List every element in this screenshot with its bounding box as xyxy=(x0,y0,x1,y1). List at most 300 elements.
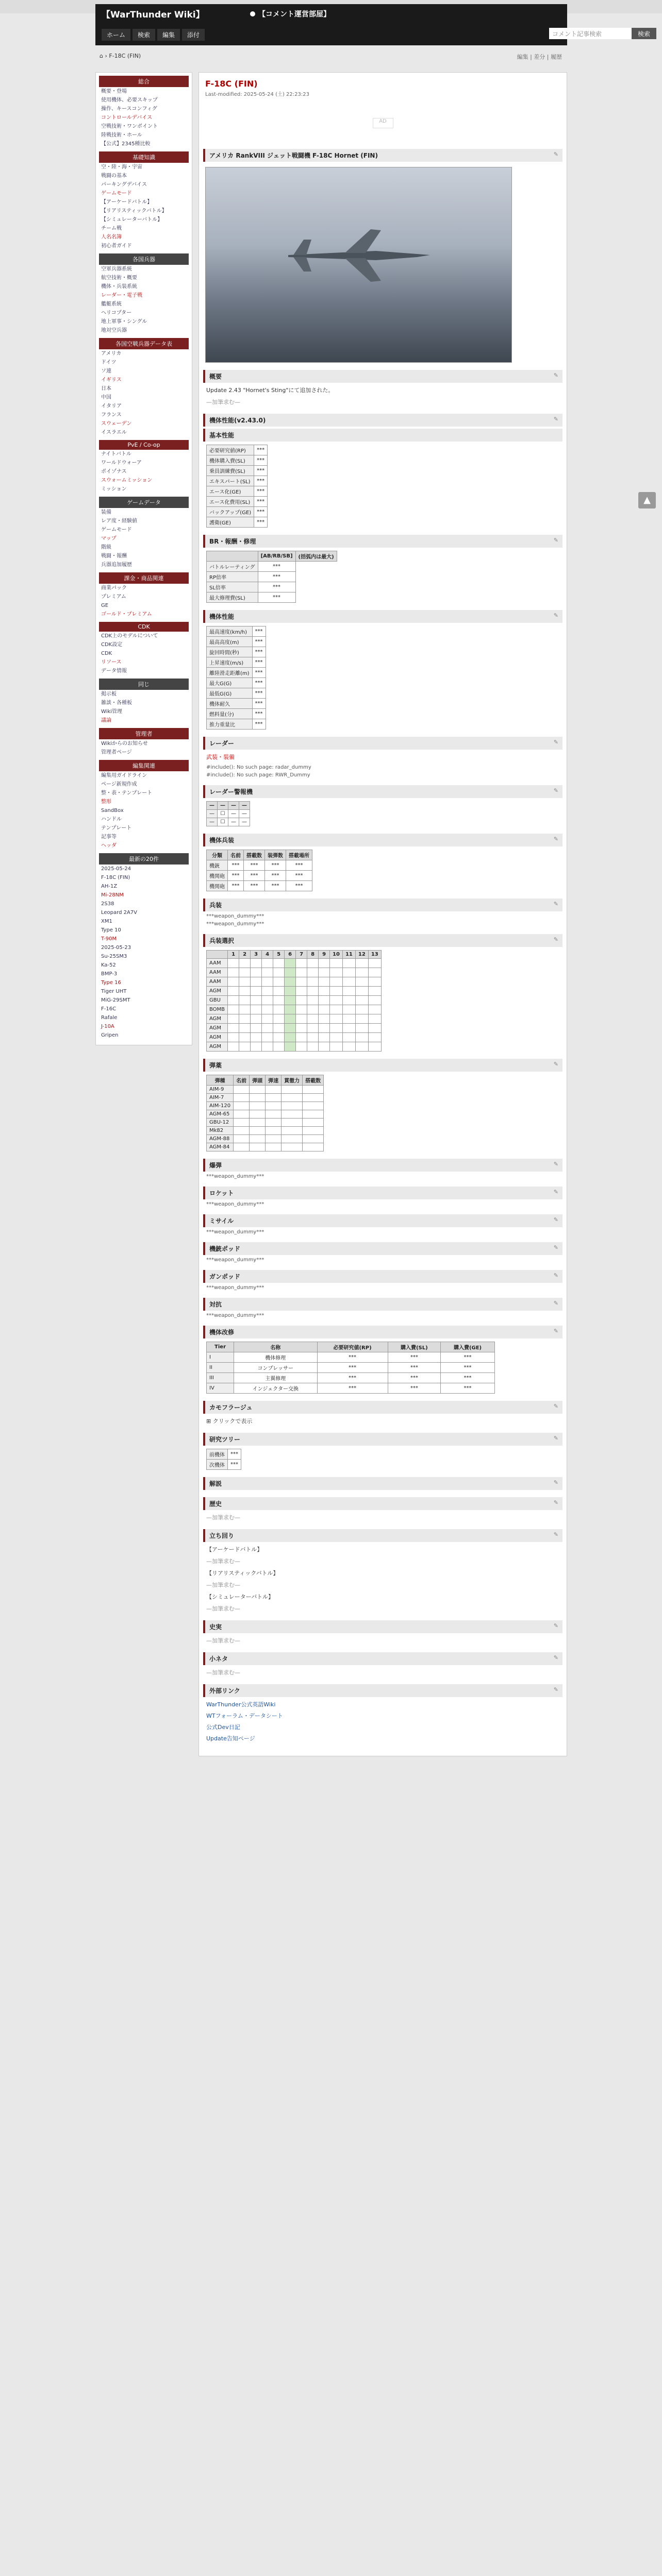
edit-icon[interactable]: ✎ xyxy=(553,372,558,379)
sidebar-link[interactable]: 2025-05-23 xyxy=(101,945,131,951)
table-header: (括弧内は最大) xyxy=(295,551,337,562)
edit-icon[interactable]: ✎ xyxy=(553,1189,558,1195)
sidebar-link[interactable]: ヘリコプター xyxy=(101,310,132,316)
payload-slot[interactable] xyxy=(307,987,319,996)
payload-slot[interactable] xyxy=(228,968,239,977)
sidebar-link[interactable]: 兵器追加履歴 xyxy=(101,562,132,568)
edit-icon[interactable]: ✎ xyxy=(553,1435,558,1442)
table-cell: バトルレーティング xyxy=(207,562,258,572)
payload-slot[interactable] xyxy=(228,1024,239,1033)
edit-icon[interactable]: ✎ xyxy=(553,1499,558,1506)
payload-slot[interactable] xyxy=(273,987,285,996)
payload-slot[interactable] xyxy=(251,1014,262,1024)
payload-slot[interactable] xyxy=(239,977,251,987)
payload-slot[interactable] xyxy=(355,987,368,996)
payload-slot[interactable] xyxy=(342,968,355,977)
edit-icon[interactable]: ✎ xyxy=(553,787,558,794)
payload-slot[interactable] xyxy=(307,977,319,987)
sidebar-link[interactable]: Ka-52 xyxy=(101,962,116,968)
payload-slot[interactable] xyxy=(307,996,319,1005)
edit-icon[interactable]: ✎ xyxy=(553,1479,558,1486)
edit-icon[interactable]: ✎ xyxy=(553,936,558,943)
payload-slot[interactable] xyxy=(251,977,262,987)
payload-slot[interactable] xyxy=(355,1042,368,1052)
table-row xyxy=(207,445,268,455)
payload-slot[interactable] xyxy=(251,987,262,996)
payload-slot[interactable] xyxy=(262,1033,273,1042)
payload-slot[interactable] xyxy=(307,1033,319,1042)
table-cell: *** xyxy=(244,881,265,891)
payload-slot[interactable] xyxy=(296,1005,307,1014)
payload-slot[interactable] xyxy=(262,987,273,996)
edit-icon[interactable]: ✎ xyxy=(553,1654,558,1661)
sidebar-link[interactable]: 2025-05-24 xyxy=(101,866,131,872)
sidebar-heading: 各国兵器 xyxy=(99,253,189,265)
payload-slot[interactable] xyxy=(296,987,307,996)
payload-slot[interactable] xyxy=(228,959,239,968)
table-row xyxy=(207,562,337,572)
sidebar-block xyxy=(99,760,189,850)
sidebar-link[interactable]: Su-25SM3 xyxy=(101,954,127,959)
payload-slot[interactable] xyxy=(368,968,381,977)
payload-slot[interactable] xyxy=(319,996,330,1005)
sidebar-link[interactable]: リソース xyxy=(101,659,122,665)
sidebar-link[interactable]: イスラエル xyxy=(101,430,127,435)
payload-slot[interactable] xyxy=(296,1033,307,1042)
payload-slot[interactable] xyxy=(262,968,273,977)
payload-slot[interactable] xyxy=(228,1033,239,1042)
table-header: 貫徹力 xyxy=(282,1075,303,1086)
payload-slot[interactable] xyxy=(330,1014,343,1024)
sidebar-heading: CDK xyxy=(99,622,189,632)
payload-slot[interactable] xyxy=(239,1024,251,1033)
sidebar-link[interactable]: 中国 xyxy=(101,395,111,400)
sidebar-link[interactable]: 空軍兵器系統 xyxy=(101,266,132,272)
edit-icon[interactable]: ✎ xyxy=(553,1272,558,1279)
payload-slot[interactable] xyxy=(285,959,296,968)
sidebar-link[interactable]: ミッション xyxy=(101,486,127,492)
payload-slot[interactable] xyxy=(251,1042,262,1052)
payload-slot[interactable] xyxy=(228,1042,239,1052)
sidebar-link[interactable]: 概要・登場 xyxy=(101,89,127,94)
breadcrumb-home-icon[interactable]: ⌂ › xyxy=(100,53,109,59)
sidebar-link[interactable]: 記事等 xyxy=(101,834,117,840)
sidebar-block xyxy=(99,853,189,1040)
payload-slot[interactable] xyxy=(262,996,273,1005)
sidebar-link[interactable]: パーキングデバイス xyxy=(101,182,147,188)
sidebar-link[interactable]: 管理者ページ xyxy=(101,750,132,755)
table-cell: *** xyxy=(252,626,266,637)
sidebar-link[interactable]: 編集用ガイドライン xyxy=(101,773,147,778)
search-input[interactable]: コメント記事検索 xyxy=(549,28,647,39)
sidebar-link[interactable]: 艦艇系統 xyxy=(101,301,122,307)
sidebar-link[interactable]: Wikiからのお知らせ xyxy=(101,741,148,747)
payload-slot[interactable] xyxy=(330,1042,343,1052)
payload-slot[interactable] xyxy=(273,1014,285,1024)
payload-slot[interactable] xyxy=(307,959,319,968)
payload-slot[interactable] xyxy=(342,1033,355,1042)
sidebar-link[interactable]: 【公式】2345種比較 xyxy=(101,141,151,147)
table-cell xyxy=(303,1143,324,1151)
sidebar-link[interactable]: 空戦技術・ワンポイント xyxy=(101,124,158,129)
edit-icon[interactable]: ✎ xyxy=(553,1300,558,1307)
payload-slot[interactable] xyxy=(239,1005,251,1014)
sidebar-link[interactable]: Tiger UHT xyxy=(101,989,127,994)
sidebar-link[interactable]: マップ xyxy=(101,536,117,541)
payload-slot[interactable] xyxy=(342,987,355,996)
table-cell: 上昇速度(m/s) xyxy=(207,657,253,668)
sidebar-link[interactable]: GE xyxy=(101,603,109,608)
payload-slot[interactable] xyxy=(319,968,330,977)
sidebar-link[interactable]: ゲームモード xyxy=(101,527,132,533)
table-cell: *** xyxy=(252,678,266,688)
sidebar-link[interactable]: ページ新規作成 xyxy=(101,782,137,787)
sidebar-link[interactable]: ポイゾナス xyxy=(101,469,127,474)
payload-slot[interactable] xyxy=(251,959,262,968)
payload-slot[interactable] xyxy=(355,1024,368,1033)
edit-icon[interactable]: ✎ xyxy=(553,1216,558,1223)
sidebar-link[interactable]: ナイトバトル xyxy=(101,451,131,457)
payload-slot[interactable] xyxy=(319,987,330,996)
payload-slot[interactable] xyxy=(228,1005,239,1014)
payload-slot[interactable] xyxy=(368,977,381,987)
payload-slot[interactable] xyxy=(251,1033,262,1042)
payload-slot[interactable] xyxy=(319,959,330,968)
camo-toggle[interactable]: ⊞ クリックで表示 xyxy=(206,1418,253,1425)
payload-slot[interactable] xyxy=(307,1005,319,1014)
sidebar-link[interactable]: レーダー・電子戦 xyxy=(101,293,142,298)
payload-slot[interactable] xyxy=(368,987,381,996)
table-row xyxy=(207,1363,495,1373)
payload-slot[interactable] xyxy=(342,996,355,1005)
sidebar-link[interactable]: Gripen xyxy=(101,1032,119,1038)
payload-slot[interactable] xyxy=(368,1014,381,1024)
sidebar-link[interactable]: Wiki管理 xyxy=(101,709,123,715)
payload-slot[interactable] xyxy=(239,1042,251,1052)
payload-slot[interactable] xyxy=(273,977,285,987)
payload-slot[interactable] xyxy=(319,1024,330,1033)
payload-slot[interactable] xyxy=(330,987,343,996)
payload-slot[interactable] xyxy=(342,1014,355,1024)
table-cell: インジェクター交換 xyxy=(234,1383,317,1394)
payload-slot[interactable] xyxy=(368,996,381,1005)
sidebar-link[interactable]: 機体・兵装系統 xyxy=(101,284,137,290)
table-cell: *** xyxy=(252,637,266,647)
sidebar-link[interactable]: ハンドル xyxy=(101,817,122,822)
payload-slot[interactable] xyxy=(251,968,262,977)
section-missiles: ミサイル ✎ xyxy=(203,1214,562,1227)
edit-icon[interactable]: ✎ xyxy=(553,836,558,842)
sidebar-link[interactable]: 掲示板 xyxy=(101,691,117,697)
table-cell: GBU xyxy=(207,996,228,1005)
menu-edit[interactable]: 編集 xyxy=(157,29,180,41)
sidebar-link[interactable]: T-90M xyxy=(101,936,117,942)
sidebar-link[interactable]: 初心者ガイド xyxy=(101,243,132,249)
menu-home[interactable]: ホーム xyxy=(102,29,130,41)
sidebar-link[interactable]: XM1 xyxy=(101,919,112,924)
sidebar-link[interactable]: ゲームモード xyxy=(101,191,132,196)
payload-slot[interactable] xyxy=(273,996,285,1005)
payload-slot[interactable] xyxy=(330,968,343,977)
payload-slot[interactable] xyxy=(319,977,330,987)
payload-slot[interactable] xyxy=(239,959,251,968)
edit-icon[interactable]: ✎ xyxy=(553,1622,558,1629)
table-cell: *** xyxy=(388,1352,441,1363)
sidebar-link[interactable]: 操作、キースコンフィグ xyxy=(101,106,157,112)
payload-slot[interactable] xyxy=(330,1024,343,1033)
sidebar-link[interactable]: J-10A xyxy=(101,1024,114,1029)
edit-icon[interactable]: ✎ xyxy=(553,1328,558,1334)
edit-icon[interactable]: ✎ xyxy=(553,1161,558,1167)
menu-attach[interactable]: 添付 xyxy=(182,29,205,41)
payload-slot[interactable] xyxy=(273,959,285,968)
payload-slot[interactable] xyxy=(307,1014,319,1024)
payload-slot[interactable] xyxy=(262,977,273,987)
external-link[interactable]: 公式Dev日記 xyxy=(206,1724,240,1731)
payload-slot[interactable] xyxy=(368,959,381,968)
payload-slot[interactable] xyxy=(355,959,368,968)
payload-slot[interactable] xyxy=(355,977,368,987)
search-button[interactable]: 検索 xyxy=(632,28,656,39)
edit-icon[interactable]: ✎ xyxy=(553,739,558,745)
sidebar-link[interactable]: 地対空兵器 xyxy=(101,328,127,333)
payload-slot[interactable] xyxy=(319,1014,330,1024)
payload-slot[interactable] xyxy=(330,977,343,987)
sidebar-link[interactable]: スウェーデン xyxy=(101,421,132,427)
sidebar-link[interactable]: 日本 xyxy=(101,386,111,392)
sidebar-link[interactable]: BMP-3 xyxy=(101,971,118,977)
payload-slot[interactable] xyxy=(285,1005,296,1014)
sidebar-link[interactable]: 戦闘・報酬 xyxy=(101,553,127,559)
payload-slot[interactable] xyxy=(296,977,307,987)
site-title[interactable]: 【WarThunder Wiki】 xyxy=(102,10,205,20)
sidebar-link[interactable]: Type 16 xyxy=(101,980,121,986)
section-notes: 解説 ✎ xyxy=(203,1477,562,1490)
section-rockets: ロケット ✎ xyxy=(203,1187,562,1199)
payload-slot[interactable] xyxy=(285,996,296,1005)
payload-slot[interactable] xyxy=(262,1042,273,1052)
sidebar-link[interactable]: ゴールド・プレミアム xyxy=(101,612,152,617)
payload-slot[interactable] xyxy=(273,1033,285,1042)
sidebar-link[interactable]: 【リアリスティックバトル】 xyxy=(101,208,167,214)
payload-slot[interactable] xyxy=(368,1033,381,1042)
sidebar-link[interactable]: Type 10 xyxy=(101,927,121,933)
page-tools[interactable]: 編集 | 差分 | 履歴 xyxy=(517,54,562,60)
edit-icon[interactable]: ✎ xyxy=(553,1244,558,1251)
header-menu xyxy=(102,29,205,41)
payload-slot[interactable] xyxy=(228,977,239,987)
sidebar-link[interactable]: フランス xyxy=(101,412,122,418)
table-cell xyxy=(234,1135,250,1143)
external-link[interactable]: WTフォーラム・データシート xyxy=(206,1713,283,1719)
payload-slot[interactable] xyxy=(273,1042,285,1052)
payload-slot[interactable] xyxy=(319,1042,330,1052)
sidebar-link[interactable]: コントロールデバイス xyxy=(101,115,153,121)
flight-table xyxy=(206,626,266,730)
payload-slot[interactable] xyxy=(228,987,239,996)
payload-slot[interactable] xyxy=(251,1005,262,1014)
edit-icon[interactable]: ✎ xyxy=(553,901,558,907)
payload-slot[interactable] xyxy=(251,1024,262,1033)
sidebar-link[interactable]: 2S38 xyxy=(101,901,114,907)
payload-slot[interactable] xyxy=(330,996,343,1005)
sidebar-link[interactable]: アメリカ xyxy=(101,351,122,357)
sidebar-link[interactable]: 航空技術・概要 xyxy=(101,275,137,281)
payload-slot[interactable] xyxy=(342,1042,355,1052)
payload-slot[interactable] xyxy=(239,1014,251,1024)
payload-slot[interactable] xyxy=(285,1033,296,1042)
sidebar-link[interactable]: CDK上のモデルについて xyxy=(101,633,158,639)
payload-slot[interactable] xyxy=(307,1024,319,1033)
payload-slot[interactable] xyxy=(285,1042,296,1052)
table-cell: AIM-120 xyxy=(207,1102,234,1110)
payload-slot[interactable] xyxy=(342,977,355,987)
sidebar-link[interactable]: 整・表・テンプレート xyxy=(101,790,153,796)
menu-search[interactable]: 検索 xyxy=(133,29,155,41)
payload-slot[interactable] xyxy=(296,959,307,968)
table-cell xyxy=(266,1127,282,1135)
table-header: 弾速 xyxy=(266,1075,282,1086)
payload-slot[interactable] xyxy=(285,1024,296,1033)
table-cell xyxy=(282,1110,303,1118)
payload-slot[interactable] xyxy=(355,1033,368,1042)
payload-slot[interactable] xyxy=(285,1014,296,1024)
payload-slot[interactable] xyxy=(239,987,251,996)
back-to-top-button[interactable]: ▲ xyxy=(638,492,656,509)
sidebar-link[interactable]: テンプレート xyxy=(101,825,132,831)
payload-slot[interactable] xyxy=(355,996,368,1005)
sidebar-link[interactable]: ワールドウォーア xyxy=(101,460,142,466)
payload-slot[interactable] xyxy=(228,1014,239,1024)
payload-slot[interactable] xyxy=(296,1024,307,1033)
payload-slot[interactable] xyxy=(319,1005,330,1014)
edit-icon[interactable]: ✎ xyxy=(553,1061,558,1067)
payload-slot[interactable] xyxy=(285,977,296,987)
table-cell xyxy=(250,1102,266,1110)
sidebar-link[interactable]: イギリス xyxy=(101,377,122,383)
payload-slot[interactable] xyxy=(273,1005,285,1014)
sidebar-link[interactable]: レア度・経験値 xyxy=(101,518,137,524)
sidebar-link[interactable]: 整形 xyxy=(101,799,111,805)
sidebar-link[interactable]: Leopard 2A7V xyxy=(101,910,138,916)
payload-slot[interactable] xyxy=(330,959,343,968)
payload-slot[interactable] xyxy=(251,996,262,1005)
sidebar-link[interactable]: F-16C xyxy=(101,1006,117,1012)
sidebar-link[interactable]: イタリア xyxy=(101,403,122,409)
payload-slot[interactable] xyxy=(285,968,296,977)
sidebar-link[interactable]: CDK設定 xyxy=(101,642,123,648)
payload-slot[interactable] xyxy=(368,1042,381,1052)
sidebar-link[interactable]: AH-1Z xyxy=(101,884,118,889)
payload-slot[interactable] xyxy=(342,959,355,968)
table-cell: バックアップ(GE) xyxy=(207,507,254,517)
payload-slot[interactable] xyxy=(273,1024,285,1033)
sidebar-link[interactable]: 空・陸・海・宇宙 xyxy=(101,164,142,170)
payload-slot[interactable] xyxy=(355,1005,368,1014)
payload-slot[interactable] xyxy=(262,1005,273,1014)
sidebar-link[interactable]: CDK xyxy=(101,651,112,656)
section-countermeasures: 対抗 ✎ xyxy=(203,1298,562,1311)
payload-slot[interactable] xyxy=(368,1024,381,1033)
sidebar-link[interactable]: 地上軍事・シングル xyxy=(101,319,147,325)
sidebar-link[interactable]: 商業パック xyxy=(101,585,127,591)
tactics-placeholder: —加筆求む— xyxy=(206,1605,240,1612)
sidebar-link[interactable]: F-18C (FIN) xyxy=(101,875,130,880)
payload-slot[interactable] xyxy=(355,968,368,977)
sidebar-link[interactable]: Rafale xyxy=(101,1015,118,1021)
sidebar-link[interactable]: 戦闘の基本 xyxy=(101,173,127,179)
payload-slot[interactable] xyxy=(330,1033,343,1042)
payload-slot[interactable] xyxy=(239,968,251,977)
external-link[interactable]: WarThunder公式英語Wiki xyxy=(206,1701,276,1708)
edit-icon[interactable]: ✎ xyxy=(553,1403,558,1410)
sidebar-link[interactable]: MiG-29SMT xyxy=(101,997,130,1003)
edit-icon[interactable]: ✎ xyxy=(553,612,558,619)
rwr-table: — — — — — ☐ — — — ☐ — — xyxy=(206,801,250,826)
payload-slot[interactable] xyxy=(342,1005,355,1014)
sidebar-link[interactable]: ドイツ xyxy=(101,360,117,365)
sidebar-link[interactable]: ソ連 xyxy=(101,368,111,374)
sidebar-link[interactable]: 【アーケードバトル】 xyxy=(101,199,153,205)
sidebar-link[interactable]: チーム戦 xyxy=(101,226,122,231)
sidebar-link[interactable]: プレミアム xyxy=(101,594,126,600)
edit-icon[interactable]: ✎ xyxy=(553,416,558,422)
sidebar-link[interactable]: 装備 xyxy=(101,510,111,515)
sidebar-link[interactable]: ヘッダ xyxy=(101,843,117,849)
external-link[interactable]: Update告知ページ xyxy=(206,1735,255,1742)
sidebar-link[interactable]: SandBox xyxy=(101,808,124,814)
payload-slot[interactable] xyxy=(296,1042,307,1052)
payload-slot[interactable] xyxy=(273,968,285,977)
payload-slot[interactable] xyxy=(239,996,251,1005)
payload-slot[interactable] xyxy=(307,1042,319,1052)
sidebar-link[interactable]: Mi-28NM xyxy=(101,892,124,898)
payload-slot[interactable] xyxy=(330,1005,343,1014)
payload-slot[interactable] xyxy=(239,1033,251,1042)
sidebar-link[interactable]: 階級 xyxy=(101,545,111,550)
payload-slot[interactable] xyxy=(262,1014,273,1024)
table-cell: *** xyxy=(388,1383,441,1394)
edit-icon[interactable]: ✎ xyxy=(553,537,558,544)
sidebar-link[interactable]: 議論 xyxy=(101,718,111,723)
payload-slot[interactable] xyxy=(228,996,239,1005)
payload-slot[interactable] xyxy=(296,1014,307,1024)
payload-slot[interactable] xyxy=(368,1005,381,1014)
sidebar-link[interactable]: 人名名簿 xyxy=(101,234,122,240)
payload-slot[interactable] xyxy=(355,1014,368,1024)
edit-icon[interactable]: ✎ xyxy=(553,151,558,158)
payload-slot[interactable] xyxy=(296,968,307,977)
edit-icon[interactable]: ✎ xyxy=(553,1531,558,1538)
payload-slot[interactable] xyxy=(285,987,296,996)
payload-slot[interactable] xyxy=(307,968,319,977)
table-cell xyxy=(266,1110,282,1118)
sidebar-link[interactable]: 【シミュレーターバトル】 xyxy=(101,217,163,223)
payload-slot[interactable] xyxy=(342,1024,355,1033)
payload-slot[interactable] xyxy=(296,996,307,1005)
sidebar-link[interactable]: 陸戦技術・ホール xyxy=(101,132,142,138)
payload-slot[interactable] xyxy=(262,959,273,968)
sidebar-link[interactable]: データ情報 xyxy=(101,668,127,674)
breadcrumb-page[interactable]: F-18C (FIN) xyxy=(109,53,141,59)
payload-slot[interactable] xyxy=(262,1024,273,1033)
sidebar-link[interactable]: スウォームミッション xyxy=(101,478,153,483)
sidebar-link[interactable]: 使用機体、必要スキップ xyxy=(101,97,158,103)
edit-icon[interactable]: ✎ xyxy=(553,1686,558,1693)
payload-slot[interactable] xyxy=(319,1033,330,1042)
sidebar-link[interactable]: 雑談・各種板 xyxy=(101,700,132,706)
notice-link[interactable]: 【コメント運営部屋】 xyxy=(250,9,330,19)
